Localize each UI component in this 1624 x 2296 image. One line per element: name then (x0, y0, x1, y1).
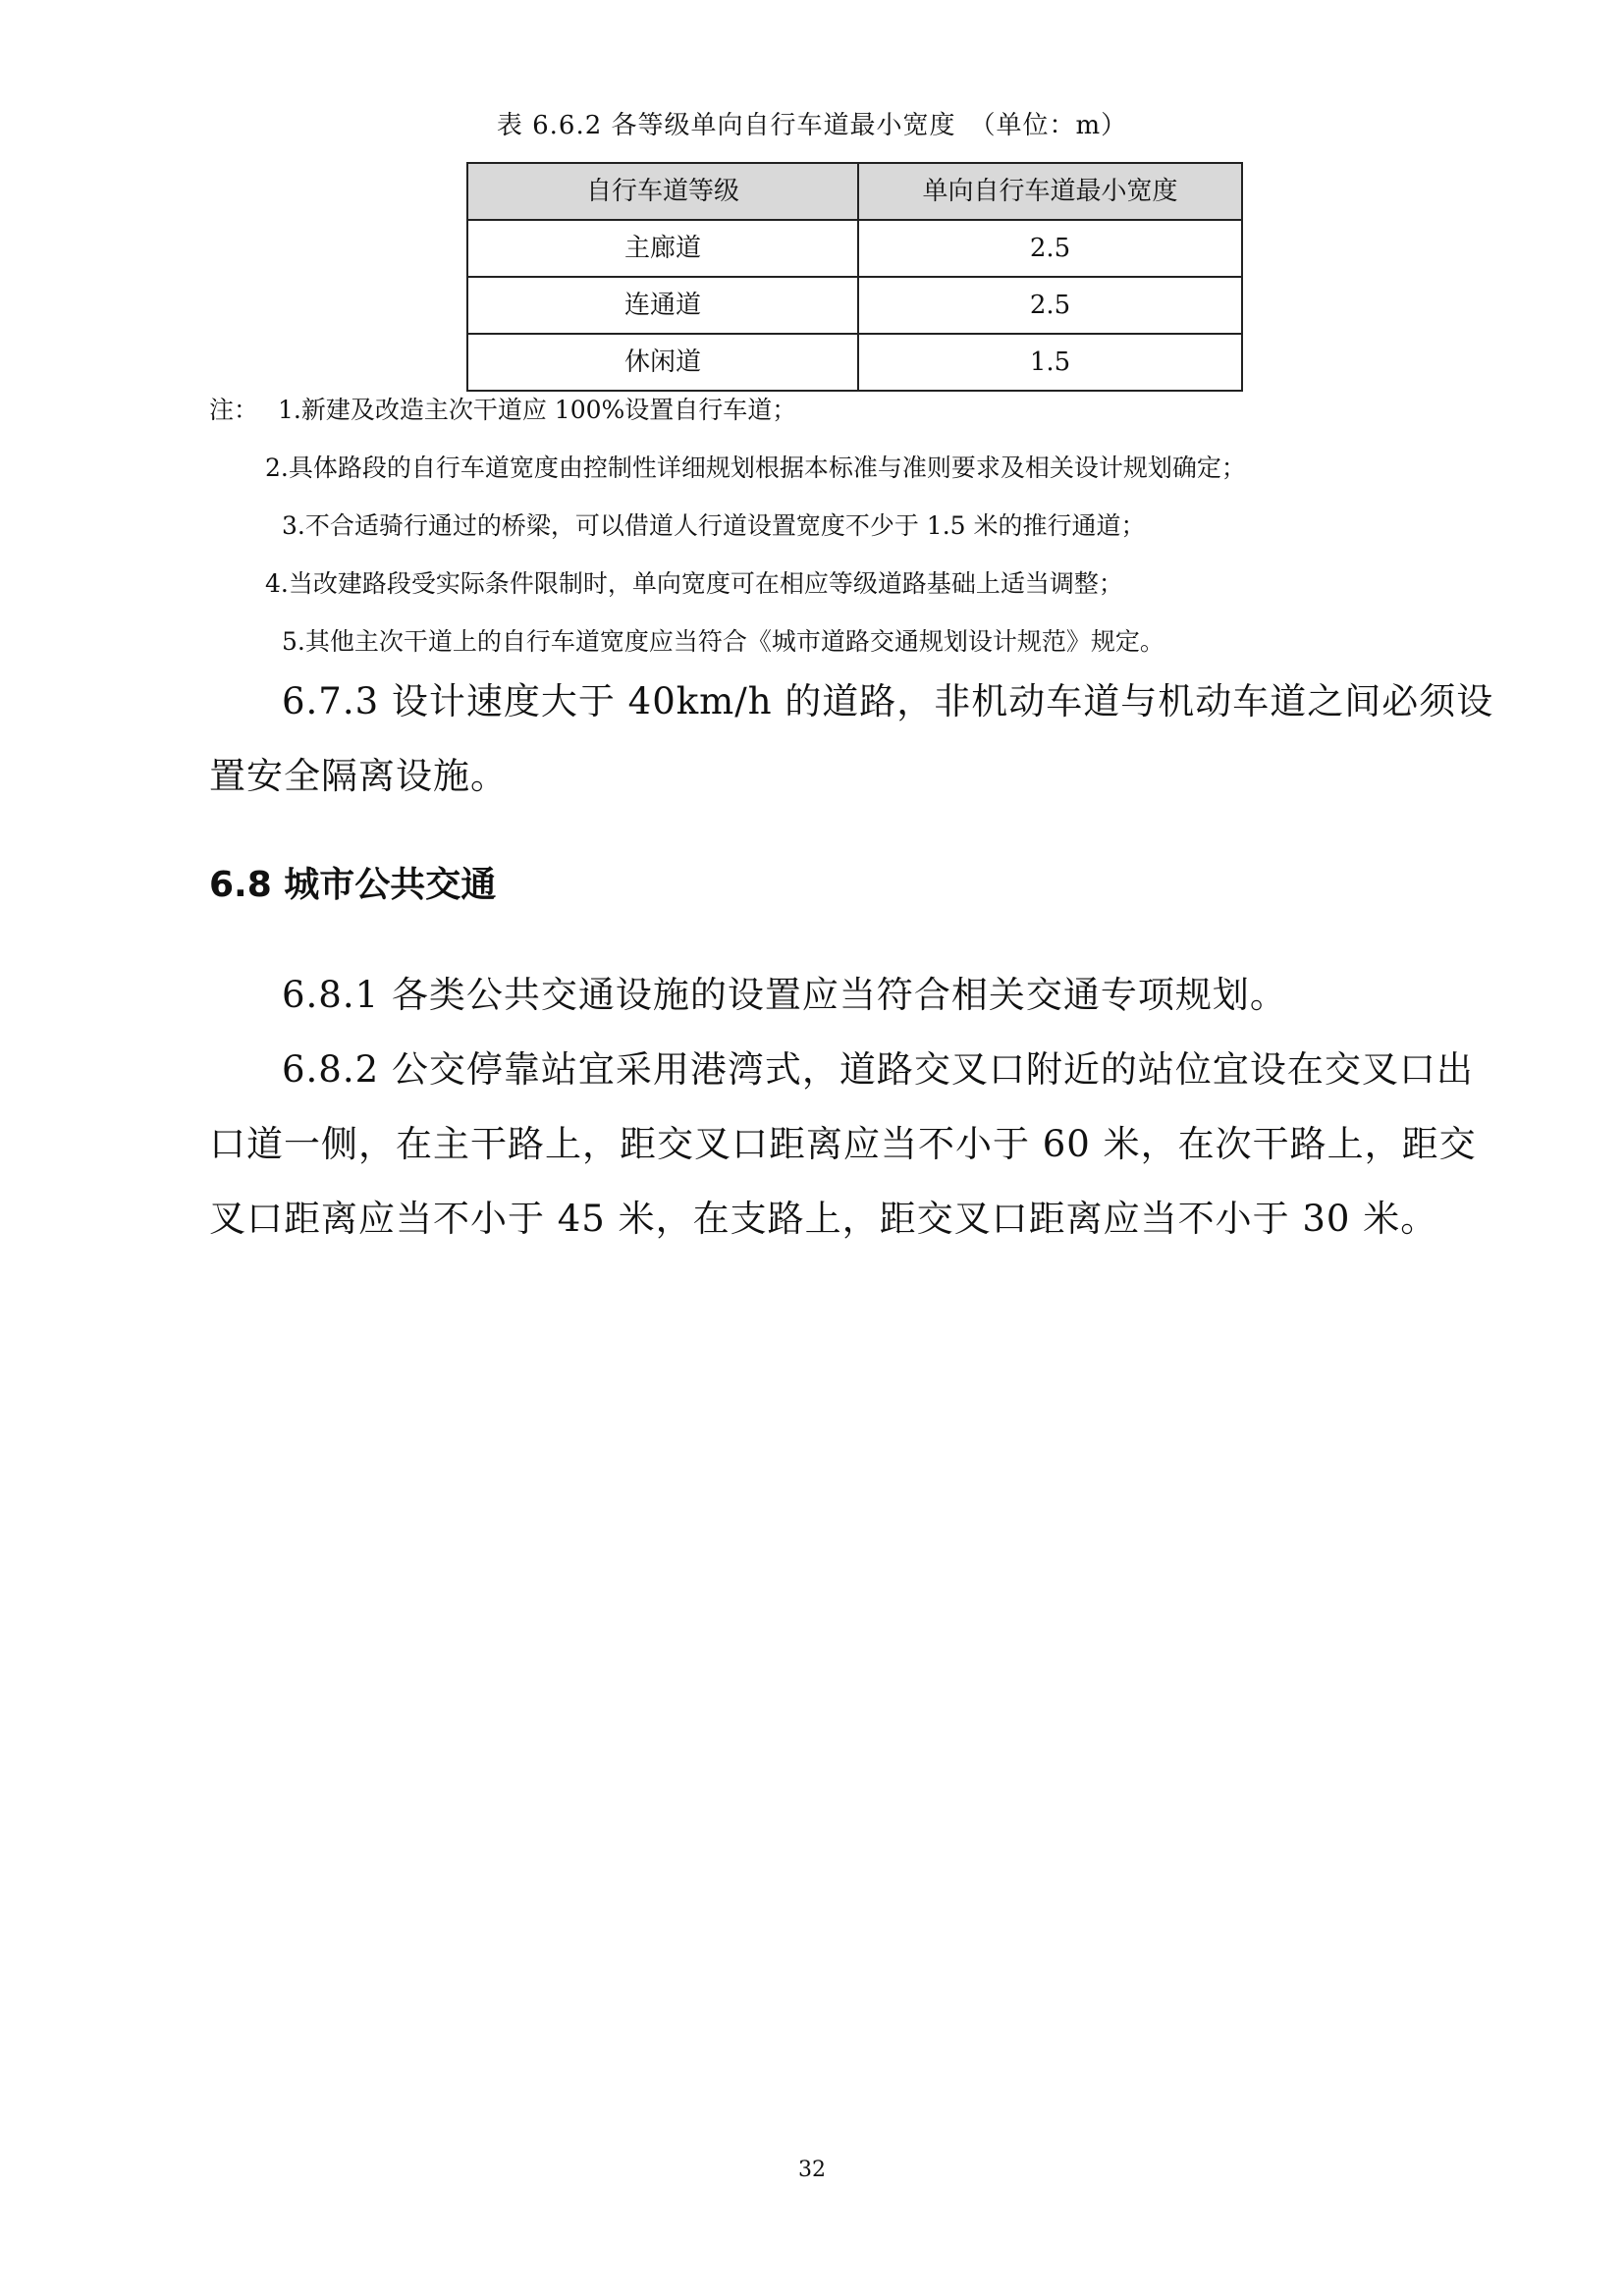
note-item-5: 5.其他主次干道上的自行车道宽度应当符合《城市道路交通规划设计规范》规定。 (282, 627, 1164, 656)
note-item-4: 4.当改建路段受实际条件限制时，单向宽度可在相应等级道路基础上适当调整； (265, 569, 1123, 598)
note-item-1: 1.新建及改造主次干道应 100%设置自行车道； (278, 396, 797, 424)
clause-6-7-3-line-1: 6.7.3 设计速度大于 40km/h 的道路，非机动车道与机动车道之间必须设 (282, 680, 1494, 722)
table-row (467, 277, 1242, 334)
cell-lane-grade: 主廊道 (467, 220, 858, 277)
table-row (467, 220, 1242, 277)
cell-lane-grade: 休闲道 (467, 334, 858, 391)
cell-min-width: 2.5 (858, 277, 1242, 334)
bike-lane-width-table (466, 162, 1243, 392)
clause-6-8-2-line-3: 叉口距离应当不小于 45 米，在支路上，距交叉口距离应当不小于 30 米。 (209, 1198, 1438, 1240)
cell-lane-grade: 连通道 (467, 277, 858, 334)
clause-6-8-1 (209, 958, 1505, 1033)
clause-6-8-1-line-1: 6.8.1 各类公共交通设施的设置应当符合相关交通专项规划。 (282, 974, 1287, 1016)
cell-min-width: 1.5 (858, 334, 1242, 391)
page-number: 32 (798, 2158, 826, 2182)
clause-6-7-3-line-2: 置安全隔离设施。 (209, 755, 508, 797)
clause-6-7-3 (209, 665, 1505, 814)
section-heading-6-8: 6.8 城市公共交通 (209, 865, 497, 905)
note-item-3: 3.不合适骑行通过的桥梁，可以借道人行道设置宽度不少于 1.5 米的推行通道； (282, 511, 1146, 540)
header-lane-grade: 自行车道等级 (467, 163, 858, 220)
clause-6-8-2-line-1: 6.8.2 公交停靠站宜采用港湾式，道路交叉口附近的站位宜设在交叉口出 (282, 1048, 1474, 1091)
clause-6-8-2-line-2: 口道一侧，在主干路上，距交叉口距离应当不小于 60 米，在次干路上，距交 (209, 1123, 1477, 1165)
note-item-2: 2.具体路段的自行车道宽度由控制性详细规划根据本标准与准则要求及相关设计规划确定； (265, 454, 1246, 482)
notes-prefix: 注： (209, 396, 259, 424)
header-min-width: 单向自行车道最小宽度 (858, 163, 1242, 220)
table-row (467, 334, 1242, 391)
clause-6-8-2 (209, 1033, 1505, 1256)
table-caption: 表 6.6.2 各等级单向自行车道最小宽度 （单位：m） (496, 111, 1128, 140)
cell-min-width: 2.5 (858, 220, 1242, 277)
table-header-row (467, 163, 1242, 220)
